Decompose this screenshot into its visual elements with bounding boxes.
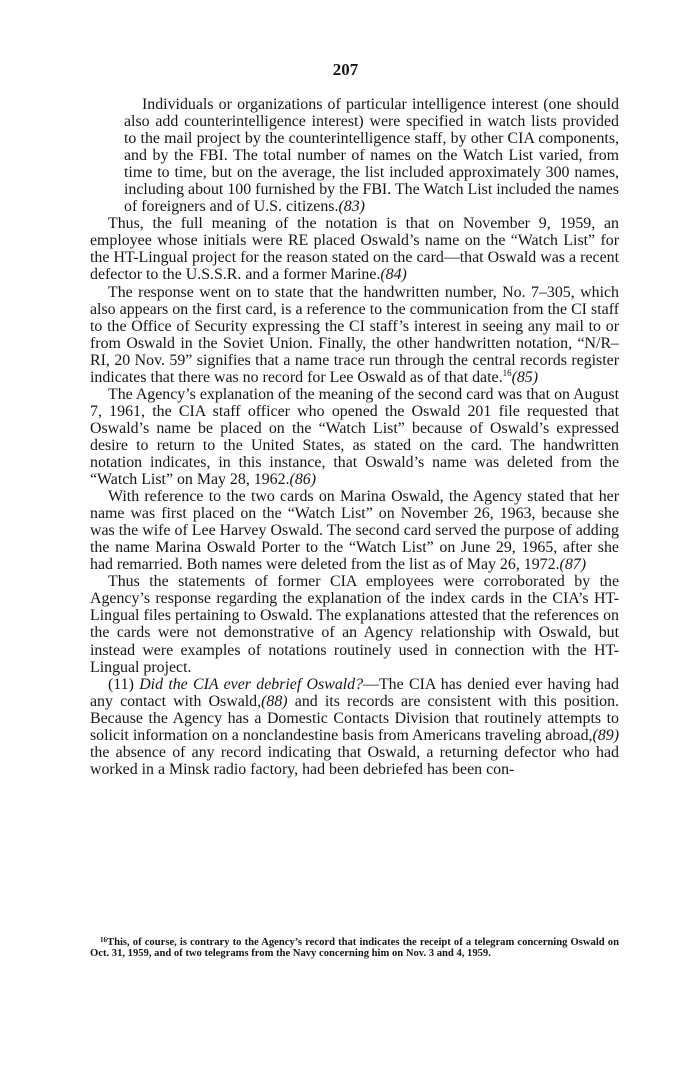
page-number: 207: [332, 60, 359, 79]
citation-ref: (83): [338, 198, 365, 216]
section-intro: —The CIA has denied ever having had any contact with Oswald,: [90, 675, 619, 710]
section-text: and its records are consistent with this position. Because the Agency has a Domestic Contacts Division that routinely attempts to solicit information on a nonclandestine basis from Americans traveling abroad,: [90, 692, 619, 744]
citation-ref: (84): [380, 266, 407, 284]
section-heading: Did the CIA ever debrief Oswald?: [139, 675, 364, 693]
footnote-marker: 16: [502, 367, 512, 378]
block-quote-text: Individuals or organizations of particular intelligence interest (one should also add counterintelligence interest) were specified in watch lists provided to the mail project by the counterintelligence staff, by other CIA components, and by the FBI. The total number of names on the Watch List varied, from time to time, but on the average, the list included approximately 300 names, including about 100 furnished by the FBI. The Watch List included the names of foreigners and of U.S. citizens.: [124, 96, 619, 216]
body-text: [90, 96, 619, 778]
citation-ref: (88): [261, 692, 288, 710]
paragraph-text: With reference to the two cards on Marina Oswald, the Agency stated that her name was first placed on the “Watch List” on November 26, 1963, because she was the wife of Lee Harvey Oswald. The second card served the purpose of adding the name Marina Oswald Porter to the “Watch List” on June 29, 1965, after she had remarried. Both names were deleted from the list as of May 26, 1972.: [90, 488, 619, 574]
citation-ref: (87): [559, 556, 587, 574]
paragraph-text: The Agency’s explanation of the meaning of the second card was that on August 7, 1961, the CIA staff officer who opened the Oswald 201 file requested that Oswald’s name be placed on the “Watch List” because of Oswald’s expressed desire to return to the United States, as stated on the card. The handwritten notation indicates, in this instance, that Oswald’s name was deleted from the “Watch List” on May 28, 1962.: [90, 385, 619, 489]
paragraph: [90, 215, 619, 283]
footnote-mark: 16: [100, 936, 107, 944]
footnotes: [90, 938, 619, 960]
section-text-end: the absence of any record indicating that Oswald, a returning defector who had worked in a Minsk radio factory, had been debriefed has been con-: [90, 743, 619, 778]
footnote: [90, 938, 619, 960]
paragraph-text: The response went on to state that the handwritten number, No. 7–305, which also appears on the first card, is a reference to the communication from the CI staff to the Office of Security expressing the CI staff’s interest in seeing any mail to or from Oswald in the Soviet Union. Finally, the other handwritten notation, “N/R–RI, 20 Nov. 59” signifies that a name trace run through the central records register indicates that there was no record for Lee Oswald as of that date.: [90, 283, 619, 386]
paragraph: [90, 386, 619, 488]
paragraph-text: Thus the statements of former CIA employees were corroborated by the Agency’s response regarding the explanation of the index cards in the CIA’s HT-Lingual files pertaining to Oswald. The explanations attested that the references on the cards were not demonstrative of an Agency relationship with Oswald, but instead were examples of notations routinely used in connection with the HT-Lingual project.: [90, 573, 619, 676]
paragraph: [90, 284, 619, 386]
paragraph-text: Thus, the full meaning of the notation is that on November 9, 1959, an employee whose initials were RE placed Oswald’s name on the “Watch List” for the HT-Lingual project for the reason stated on the card—that Oswald was a recent defector to the U.S.S.R. and a former Marine.: [90, 215, 619, 284]
block-quote: [124, 96, 619, 215]
citation-ref: (89): [592, 726, 619, 744]
paragraph: [90, 488, 619, 573]
section-number: (11): [108, 675, 134, 693]
footnote-text: This, of course, is contrary to the Agency’s record that indicates the receipt of a telegram concerning Oswald on Oct. 31, 1959, and of two telegrams from the Navy concerning him on Nov. 3 and 4, 1959.: [90, 937, 619, 959]
citation-ref: (85): [511, 368, 539, 386]
citation-ref: (86): [289, 471, 317, 489]
paragraph: [90, 573, 619, 675]
section-paragraph: [90, 676, 619, 778]
